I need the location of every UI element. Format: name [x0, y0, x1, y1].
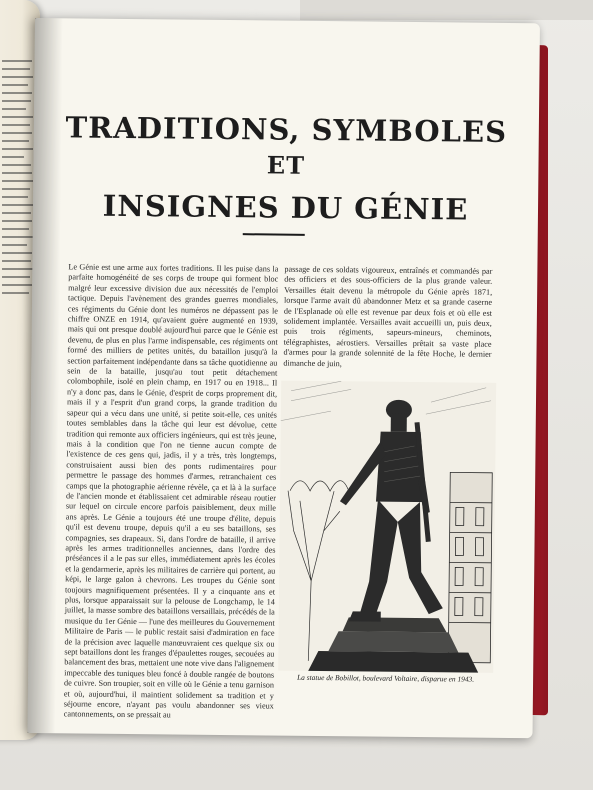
paragraph-left: Le Génie est une arme aux fortes traditions. Il les puise dans la parfaite homogénéité de ses corps de troupe qui forment bloc malgré leur excessive division due aux nécessités de l'emploi tactique. Depuis l'avènement des grandes guerres mondiales, ces régiments du Génie dont les numéros ne dépassent pas le chiffre ONZE en 1914, qu'avaient guère augmenté en 1939, mais qui ont presque doublé aujourd'hui parce que le Génie est devenu, de plus en plus l'arme indispensable, ces régiments ont formé des milliers de petites unités, du bataillon jusqu'à la section parfaitement indépendante dans sa tâche quotidienne au sein de la bataille, jusqu'au tout petit détachement colombophile, isolé en plein champ, en 1917 ou en 1918... Il n'y a donc pas, dans le Génie, d'esprit de corps proprement dit, mais il y a l'esprit d'un grand corps, la grande tradition du sapeur qui a vécu dans une unité, si petite soit-elle, ces unités toutes semblables dans la tâche qui leur est dévolue, cette tradition qui remonte aux officiers ingénieurs, qui est très jeune, mais à la condition que l'on ne tienne aucun compte de l'existence de ces gens qui, jadis, il y a très, très longtemps, construisaient aussi bien des ponts rudimentaires pour permettre le passage des hommes d'armes, retranchaient ces camps que la photographie aérienne révèle, ça et là à la surface de l'ancien monde et établissaient cet admirable réseau routier sur lequel on circule encore parfois paisiblement, deux mille ans après. Le Génie a toujours été une troupe d'élite, depuis qu'il est devenu troupe, depuis qu'il a eu ses bataillons, ses compagnies, ses drapeaux. Si, dans l'ordre de bataille, il arrive après les armes traditionnelles anciennes, dans l'ordre des préséances il a le pas sur elles, immédiatement après les écoles et la gendarmerie, après les militaires de carrière qui portent, au képi, le large galon à chevrons. Les troupes du Génie sont toujours magnifiquement présentées. Il y a cinquante ans et plus, lorsque apparaissait sur la pelouse de Longchamp, le 14 juillet, la masse sombre des bataillons versaillais, précédés de la musique du 1er Génie — l'une des meilleures du Gouvernement Militaire de Paris — le public restait saisi d'admiration en face de la précision avec laquelle manœuvraient ces quelque six ou sept bataillons dont les franges d'épaulettes rouges, secouées au balancement des bras, mettaient une note vive dans l'alignement impeccable des tuniques bleu foncé à double rangée de boutons de cuivre. Son troupier, soit en ville où le Génie a tenu garnison et où, aujourd'hui, il maintient solidement sa tradition et y séjourne encore, n'ayant pas voulu abandonner ses vieux cantonnements, on se pressait au [63, 262, 279, 720]
background-strip [300, 0, 593, 20]
page-title-line3: INSIGNES DU GÉNIE [102, 188, 469, 227]
title-rule [243, 233, 305, 236]
statue-drawing [278, 381, 496, 673]
text-column-right [283, 265, 492, 387]
page-title-line2: ET [266, 150, 306, 180]
soldier-figure [339, 399, 445, 622]
paragraph-right: passage de ces soldats vigoureux, entraînés et commandés par des officiers et des sous-officiers de la plus grande valeur. Versailles était devenu la métropole du Génie après 1871, lorsque l'arme avait dû abandonner Metz et sa grande caserne de l'Esplanade où elle est revenue par deux fois et où elle est solidement implantée. Versailles avait accueilli un, puis deux, puis trois régiments, sapeurs-mineurs, cheminots, télégraphistes, aérostiers. Versailles prêtait sa vaste place d'armes pour la grande solennité de la fête Hoche, le dernier dimanche de juin, [283, 264, 493, 368]
book-page [28, 18, 540, 738]
page-title-line1: TRADITIONS, SYMBOLES [65, 110, 508, 149]
illustration-caption: La statue de Bobillot, boulevard Voltaire, disparue en 1943. [297, 672, 475, 684]
facing-page-text [2, 60, 34, 300]
building [448, 472, 492, 662]
statue-illustration [278, 381, 496, 673]
text-column-left [63, 262, 279, 720]
